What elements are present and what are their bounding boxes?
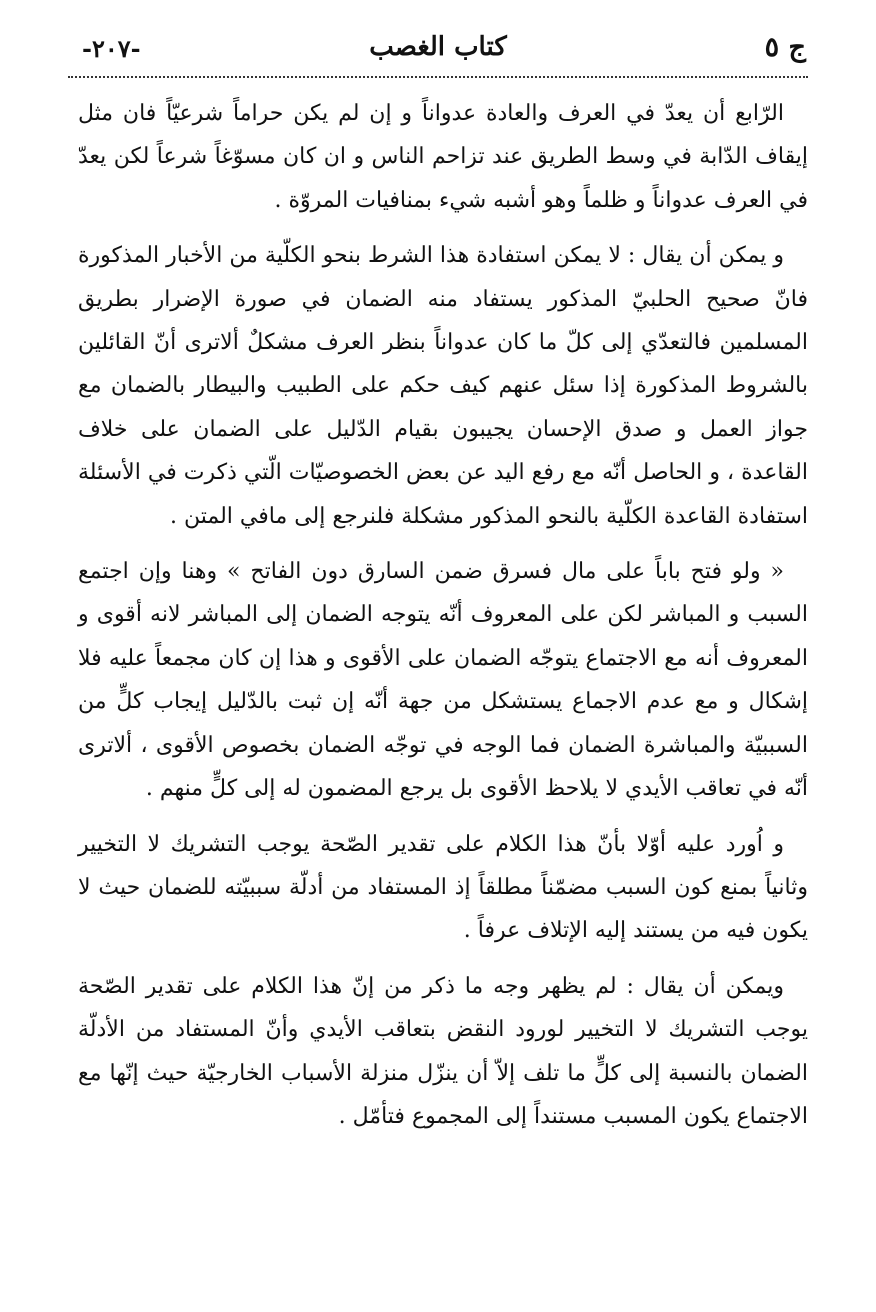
paragraph-2: و يمكن أن يقال : لا يمكن استفادة هذا الشرط بنحو الكلّية من الأخبار المذكورة فانّ صحيح الحلبيّ المذكور يستفاد منه الضمان في صورة الإضرار بطريق المسلمين فالتعدّي إلى كلّ ما كان عدواناً بنظر العرف مشكلٌ ألاترى أنّ القائلين بالشروط المذكورة إذا سئل عنهم كيف حكم على الطبيب والبيطار بالضمان مع جواز العمل و صدق الإحسان يجيبون بقيام الدّليل على الضمان على خلاف القاعدة ، و الحاصل أنّه مع رفع اليد عن بعض الخصوصيّات الّتي ذكرت في الأسئلة استفادة القاعدة الكلّية بالنحو المذكور مشكلة فلنرجع إلى مافي المتن . xyxy=(78,243,808,529)
page-header xyxy=(70,30,806,74)
paragraph-3: « ولو فتح باباً على مال فسرق ضمن السارق دون الفاتح » وهنا وإن اجتمع السبب و المباشر لكن على المعروف أنّه يتوجه الضمان إلى المباشر لانه أقوى و المعروف أنه مع الاجتماع يتوجّه الضمان على الأقوى و هذا إن كان مجمعاً عليه فلا إشكال و مع عدم الاجماع يستشكل من جهة أنّه إن ثبت بالدّليل إيجاب كلٍّ من السببيّة والمباشرة الضمان فما الوجه في توجّه الضمان بخصوص الأقوى ، ألاترى أنّه في تعاقب الأيدي لا يلاحظ الأقوى بل يرجع المضمون له إلى كلٍّ منهم . xyxy=(78,559,808,802)
body-text xyxy=(78,92,808,1138)
header-divider xyxy=(68,76,808,78)
page-number: -٢٠٧- xyxy=(82,34,141,63)
book-title: كتاب الغصب xyxy=(369,32,507,62)
paragraph-5: ويمكن أن يقال : لم يظهر وجه ما ذكر من إنّ هذا الكلام على تقدير الصّحة يوجب التشريك لا التخيير لورود النقض بتعاقب الأيدي وأنّ المستفاد من الأدلّة الضمان بالنسبة إلى كلٍّ ما تلف إلاّ أن ينزّل منزلة الأسباب الخارجيّة حيث إنّها مع الاجتماع يكون المسبب مستنداً إلى المجموع فتأمّل . xyxy=(78,973,808,1129)
paragraph-4: و اُورد عليه أوّلا بأنّ هذا الكلام على تقدير الصّحة يوجب التشريك لا التخيير وثانياً بمنع كون السبب مضمّناً مطلقاً إذ المستفاد من أدلّة سببيّته للضمان حيث لا يكون فيه من يستند إليه الإتلاف عرفاً . xyxy=(78,831,808,944)
paragraph-1: الرّابع أن يعدّ في العرف والعادة عدواناً و إن لم يكن حراماً شرعيّاً فان مثل إيقاف الدّابة في وسط الطريق عند تزاحم الناس و ان كان مسوّغاً شرعاً لكن يعدّ في العرف عدواناً و ظلماً وهو أشبه شيء بمنافيات المروّة . xyxy=(78,101,808,213)
volume-label: ج ٥ xyxy=(764,32,806,63)
